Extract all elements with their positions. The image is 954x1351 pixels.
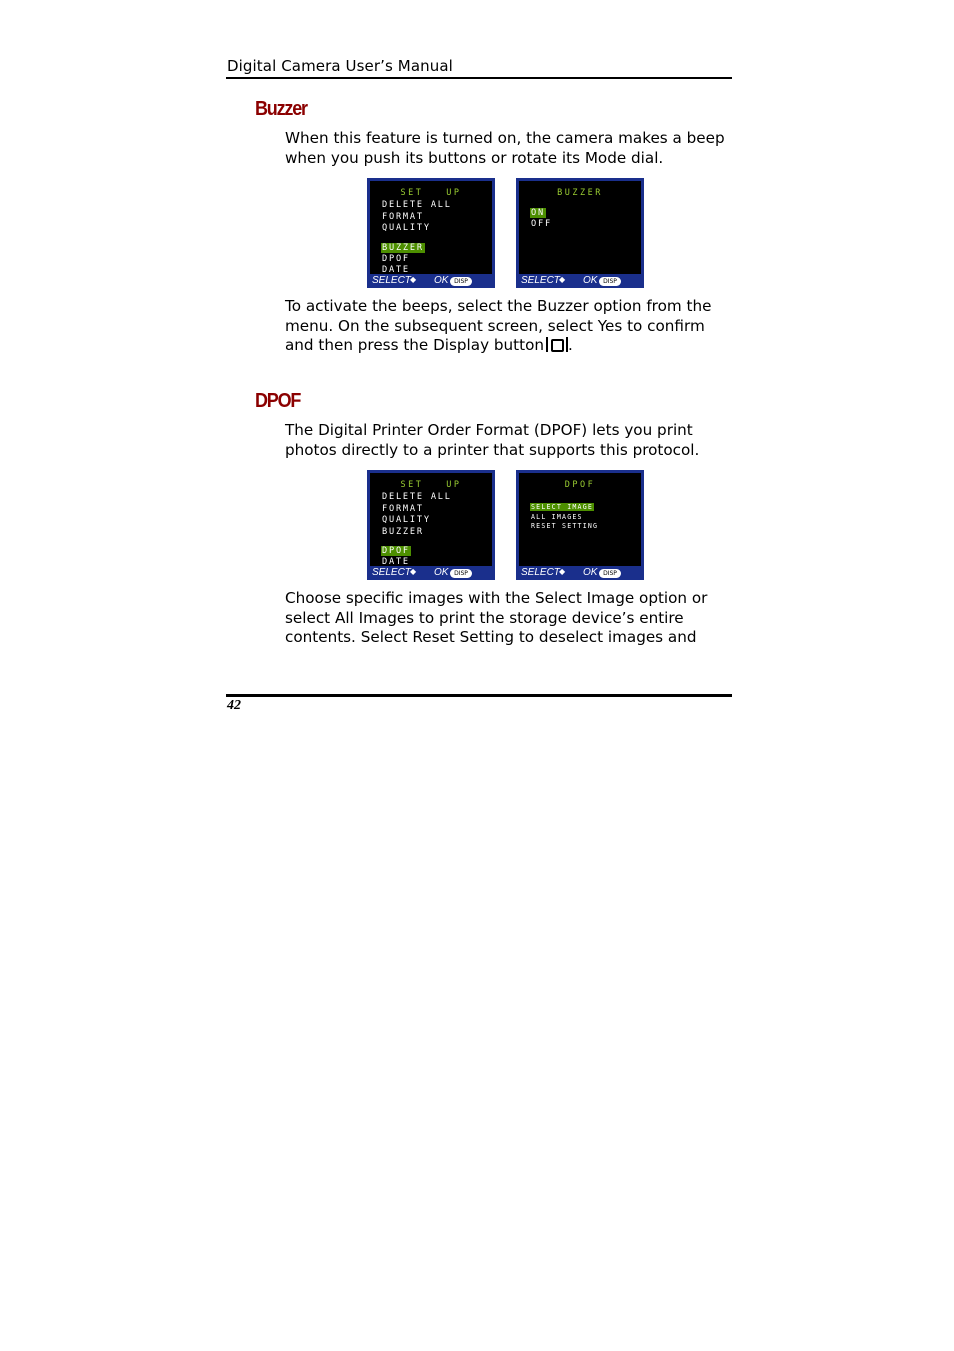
lcd-footer (516, 566, 644, 580)
lcd-screen (370, 181, 492, 274)
page-number: 42 (227, 698, 241, 713)
lcd-ok-label: OK (583, 567, 598, 578)
sentence-end: . (567, 336, 573, 355)
lcd-ok-label: OK (434, 275, 449, 286)
lcd-menu-item: QUALITY (382, 515, 431, 525)
up-down-arrow-icon: ◆ (410, 567, 417, 576)
footer-rule (226, 694, 732, 697)
lcd-setup-menu-buzzer (367, 178, 495, 288)
lcd-menu-item-selected: SELECT IMAGE (531, 503, 594, 511)
buzzer-instructions-paragraph (285, 297, 730, 356)
lcd-ok-label: OK (583, 275, 598, 286)
lcd-setup-menu-dpof (367, 470, 495, 580)
up-down-arrow-icon: ◆ (559, 275, 566, 284)
lcd-screen (519, 473, 641, 566)
lcd-footer (367, 274, 495, 288)
lcd-select-label: SELECT (521, 275, 560, 286)
lcd-menu-list (381, 492, 453, 569)
buzzer-intro-paragraph: When this feature is turned on, the camera makes a beep when you push its buttons or rotate its Mode dial. (285, 129, 725, 167)
lcd-menu-list (530, 494, 599, 530)
lcd-menu-item-selected: BUZZER (382, 242, 424, 253)
lcd-title: BUZZER (557, 188, 603, 198)
lcd-menu-item: BUZZER (382, 526, 424, 537)
lcd-menu-item: RESET SETTING (531, 521, 599, 530)
lcd-menu-item: FORMAT (382, 211, 424, 222)
lcd-menu-item: DATE (382, 265, 410, 275)
buzzer-instructions-text: To activate the beeps, select the Buzzer option from the menu. On the subsequent screen, select Yes to confirm and then press the Display button (285, 297, 712, 355)
dpof-instructions-paragraph: Choose specific images with the Select Image option or select All Images to print the storage device’s entire contents. Select Reset Setting to deselect images and (285, 589, 708, 647)
lcd-title: SET UP (400, 188, 462, 198)
dpof-intro-paragraph: The Digital Printer Order Format (DPOF) lets you print photos directly to a printer that supports this protocol. (285, 421, 700, 459)
disp-button-icon: DISP (450, 277, 472, 286)
lcd-menu-list (530, 200, 553, 231)
lcd-screen (519, 181, 641, 274)
lcd-ok-label: OK (434, 567, 449, 578)
lcd-menu-item: DELETE ALL (382, 492, 452, 502)
lcd-menu-item: ALL IMAGES (531, 513, 583, 521)
header-rule (226, 77, 732, 79)
lcd-dpof-menu (516, 470, 644, 580)
lcd-title: SET UP (400, 480, 462, 490)
lcd-menu-item-selected: DPOF (382, 546, 410, 556)
lcd-menu-item: DPOF (382, 253, 410, 264)
lcd-menu-list (381, 200, 453, 277)
lcd-buzzer-menu (516, 178, 644, 288)
disp-button-icon: DISP (450, 569, 472, 578)
lcd-footer (516, 274, 644, 288)
lcd-menu-item: OFF (531, 219, 552, 229)
disp-button-icon: DISP (599, 569, 621, 578)
lcd-menu-item: DATE (382, 557, 410, 567)
lcd-screen (370, 473, 492, 566)
up-down-arrow-icon: ◆ (559, 567, 566, 576)
section-heading-dpof: DPOF (255, 389, 301, 412)
display-button-icon (546, 337, 568, 352)
up-down-arrow-icon: ◆ (410, 275, 417, 284)
page-header-title: Digital Camera User’s Manual (227, 57, 453, 75)
lcd-menu-item: QUALITY (382, 223, 431, 233)
disp-button-icon: DISP (599, 277, 621, 286)
lcd-select-label: SELECT (372, 275, 411, 286)
lcd-menu-item: DELETE ALL (382, 200, 452, 210)
section-heading-buzzer: Buzzer (255, 97, 307, 120)
lcd-menu-item-selected: ON (531, 208, 545, 218)
lcd-select-label: SELECT (372, 567, 411, 578)
lcd-title: DPOF (564, 480, 596, 490)
lcd-footer (367, 566, 495, 580)
lcd-select-label: SELECT (521, 567, 560, 578)
lcd-menu-item: FORMAT (382, 503, 424, 514)
